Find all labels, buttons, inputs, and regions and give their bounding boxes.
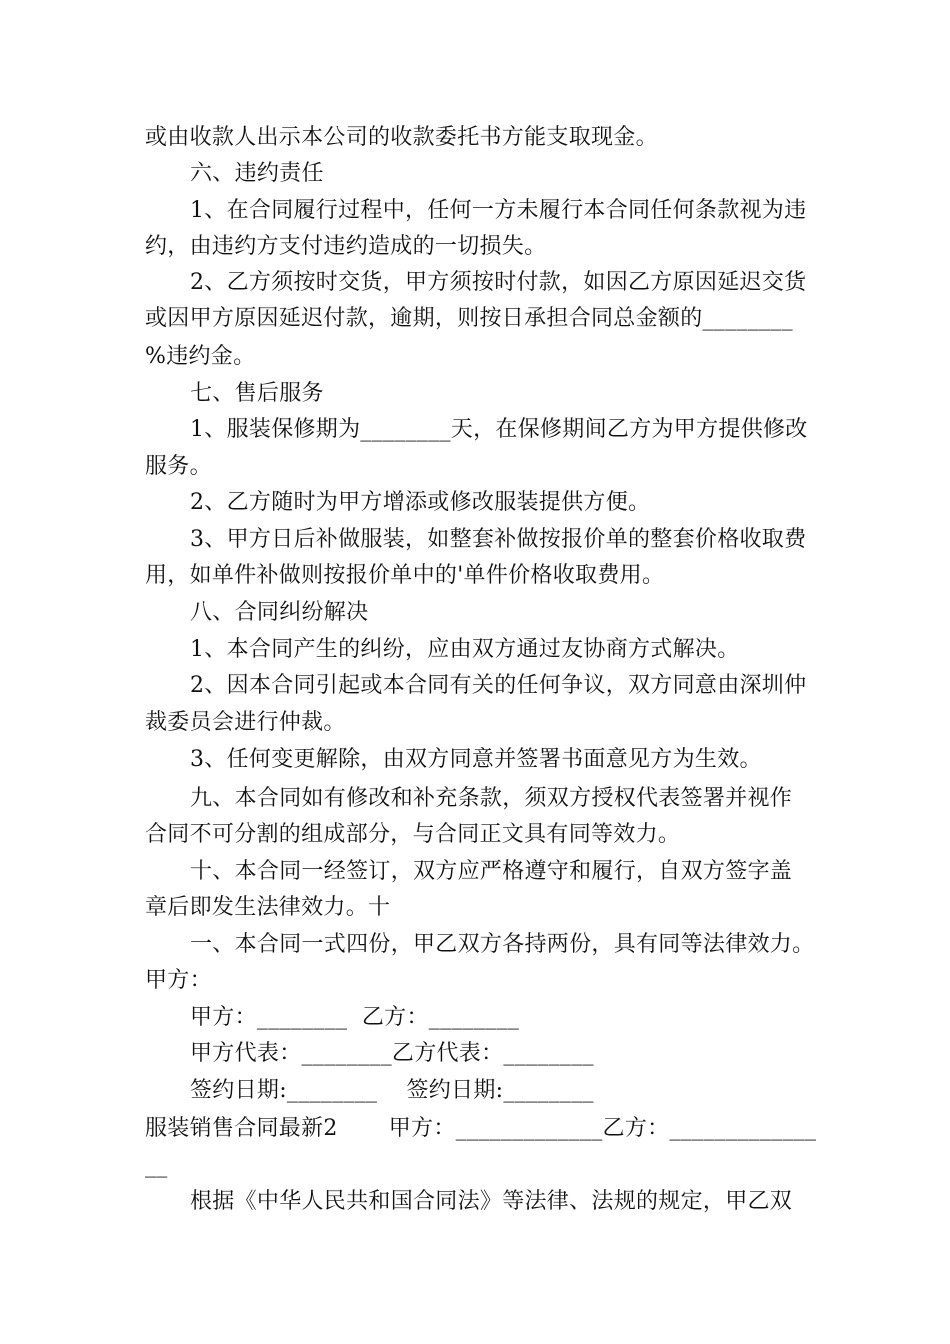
text-line: 裁委员会进行仲裁。 (145, 710, 346, 735)
signature-line: 甲方代表：________乙方代表：________ (190, 1041, 594, 1066)
text-line: __ (145, 1153, 168, 1178)
section-heading: 六、违约责任 (190, 161, 324, 186)
text-line: 1、本合同产生的纠纷，应由双方通过友协商方式解决。 (190, 637, 740, 662)
text-line: 2、因本合同引起或本合同有关的任何争议，双方同意由深圳仲 (190, 673, 807, 698)
document-title-line: 服装销售合同最新2 甲方：_____________乙方：_____________ (145, 1116, 817, 1141)
section-heading: 八、合同纠纷解决 (190, 600, 369, 625)
text-line: 2、乙方随时为甲方增添或修改服装提供方便。 (190, 490, 651, 515)
text-line: 3、甲方日后补做服装，如整套补做按报价单的整套价格收取费 (190, 527, 807, 552)
text-line: 或由收款人出示本公司的收款委托书方能支取现金。 (145, 125, 658, 150)
text-line: 合同不可分割的组成部分，与合同正文具有同等效力。 (145, 822, 681, 847)
text-line: 2、乙方须按时交货，甲方须按时付款，如因乙方原因延迟交货 (190, 270, 807, 295)
text-line: 章后即发生法律效力。十 (145, 895, 391, 920)
signature-line: 甲方：________ 乙方：________ (190, 1005, 520, 1030)
text-line: 1、在合同履行过程中，任何一方未履行本合同任何条款视为违 (190, 198, 807, 223)
signature-line: 签约日期:________ 签约日期:________ (190, 1078, 594, 1103)
text-line: 甲方： (145, 968, 212, 993)
text-line: 1、服装保修期为________天，在保修期间乙方为甲方提供修改 (190, 417, 808, 442)
text-line: 或因甲方原因延迟付款，逾期，则按日承担合同总金额的________ (145, 306, 793, 331)
text-line: %违约金。 (145, 344, 256, 369)
text-line: 约，由违约方支付违约造成的一切损失。 (145, 234, 547, 259)
text-line: 十、本合同一经签订，双方应严格遵守和履行，自双方签字盖 (190, 859, 793, 884)
text-line: 服务。 (145, 454, 212, 479)
text-line: 九、本合同如有修改和补充条款，须双方授权代表签署并视作 (190, 786, 793, 811)
text-line: 根据《中华人民共和国合同法》等法律、法规的规定，甲乙双 (190, 1189, 793, 1214)
text-line: 用，如单件补做则按报价单中的'单件价格收取费用。 (145, 563, 665, 588)
section-heading: 七、售后服务 (190, 381, 324, 406)
text-line: 3、任何变更解除，由双方同意并签署书面意见方为生效。 (190, 747, 762, 772)
text-line: 一、本合同一式四份，甲乙双方各持两份，具有同等法律效力。 (190, 932, 815, 957)
